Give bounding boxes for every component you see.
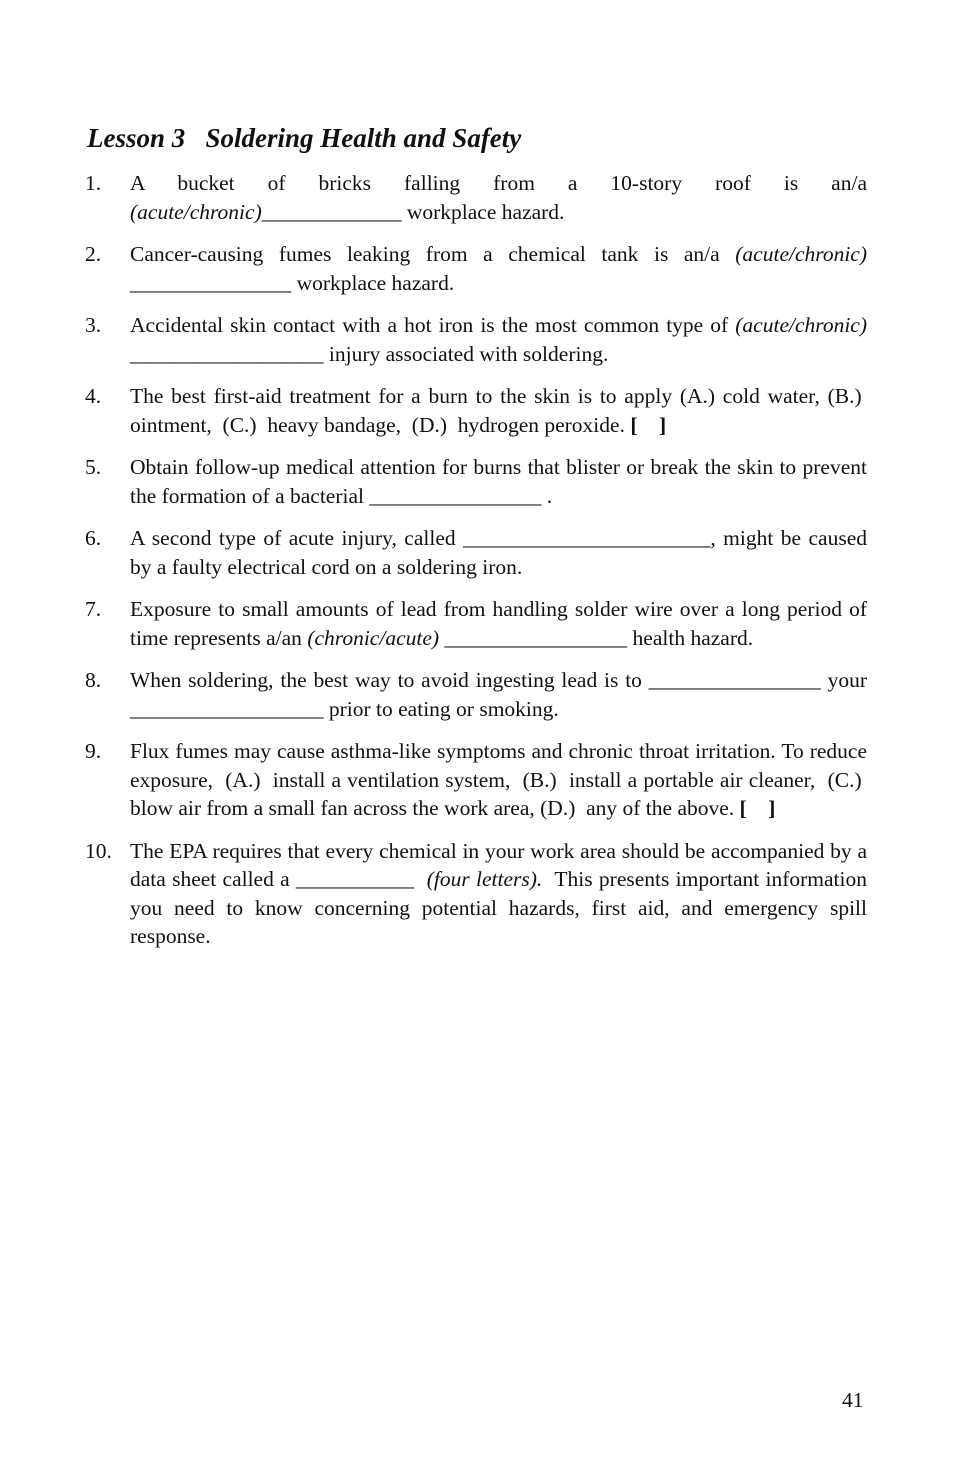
page-title: Lesson 3 Soldering Health and Safety [87,123,522,153]
question-3 [85,311,867,368]
question-number: 6. [85,526,102,550]
question-number: 5. [85,455,102,479]
question-10 [85,837,867,951]
question-list [85,169,867,965]
question-text: Exposure to small amounts of lead from handling solder wire over a long period of time represents a/an (chronic/acute) _________________ health hazard. [130,597,867,650]
question-2 [85,240,867,297]
question-9 [85,737,867,823]
question-text: A bucket of bricks falling from a 10-story roof is an/a (acute/chronic)_____________ workplace hazard. [130,171,867,224]
question-4 [85,382,867,439]
question-text: A second type of acute injury, called _______________________, might be caused by a faulty electrical cord on a soldering iron. [130,526,867,579]
question-1 [85,169,867,226]
answer-bracket: [ ] [739,796,776,820]
question-number: 10. [85,838,112,863]
question-text: The best first-aid treatment for a burn to the skin is to apply (A.) cold water, (B.) ointment, (C.) heavy bandage, (D.) hydrogen peroxide. [ ] [130,384,867,437]
question-text: When soldering, the best way to avoid ingesting lead is to ________________ your __________________ prior to eating or smoking. [130,668,867,721]
question-text: Flux fumes may cause asthma-like symptoms and chronic throat irritation. To reduce exposure, (A.) install a ventilation system, (B.) install a portable air cleaner, (C.) blow air from a small fan across the work area, (D.) any of the above. [ ] [130,739,867,820]
question-5 [85,453,867,510]
question-6 [85,524,867,581]
question-text: Obtain follow-up medical attention for burns that blister or break the skin to prevent the formation of a bacterial ________________ . [130,455,867,508]
answer-bracket: [ ] [630,412,667,437]
question-text: Accidental skin contact with a hot iron is the most common type of (acute/chronic) __________________ injury associated with soldering. [130,313,867,366]
question-number: 8. [85,668,102,692]
question-7 [85,595,867,652]
question-number: 1. [85,171,102,195]
question-number: 9. [85,739,102,763]
question-8 [85,666,867,723]
question-text: Cancer-causing fumes leaking from a chemical tank is an/a (acute/chronic) _______________ workplace hazard. [130,242,867,295]
question-number: 3. [85,313,102,337]
question-number: 2. [85,242,102,266]
question-number: 4. [85,384,102,408]
page-number: 41 [842,1388,864,1412]
question-text: The EPA requires that every chemical in your work area should be accompanied by a data sheet called a ___________ (four letters). This presents important information you need to know concerning potential hazards, first aid, and emergency spill response. [130,838,867,948]
question-number: 7. [85,597,102,621]
